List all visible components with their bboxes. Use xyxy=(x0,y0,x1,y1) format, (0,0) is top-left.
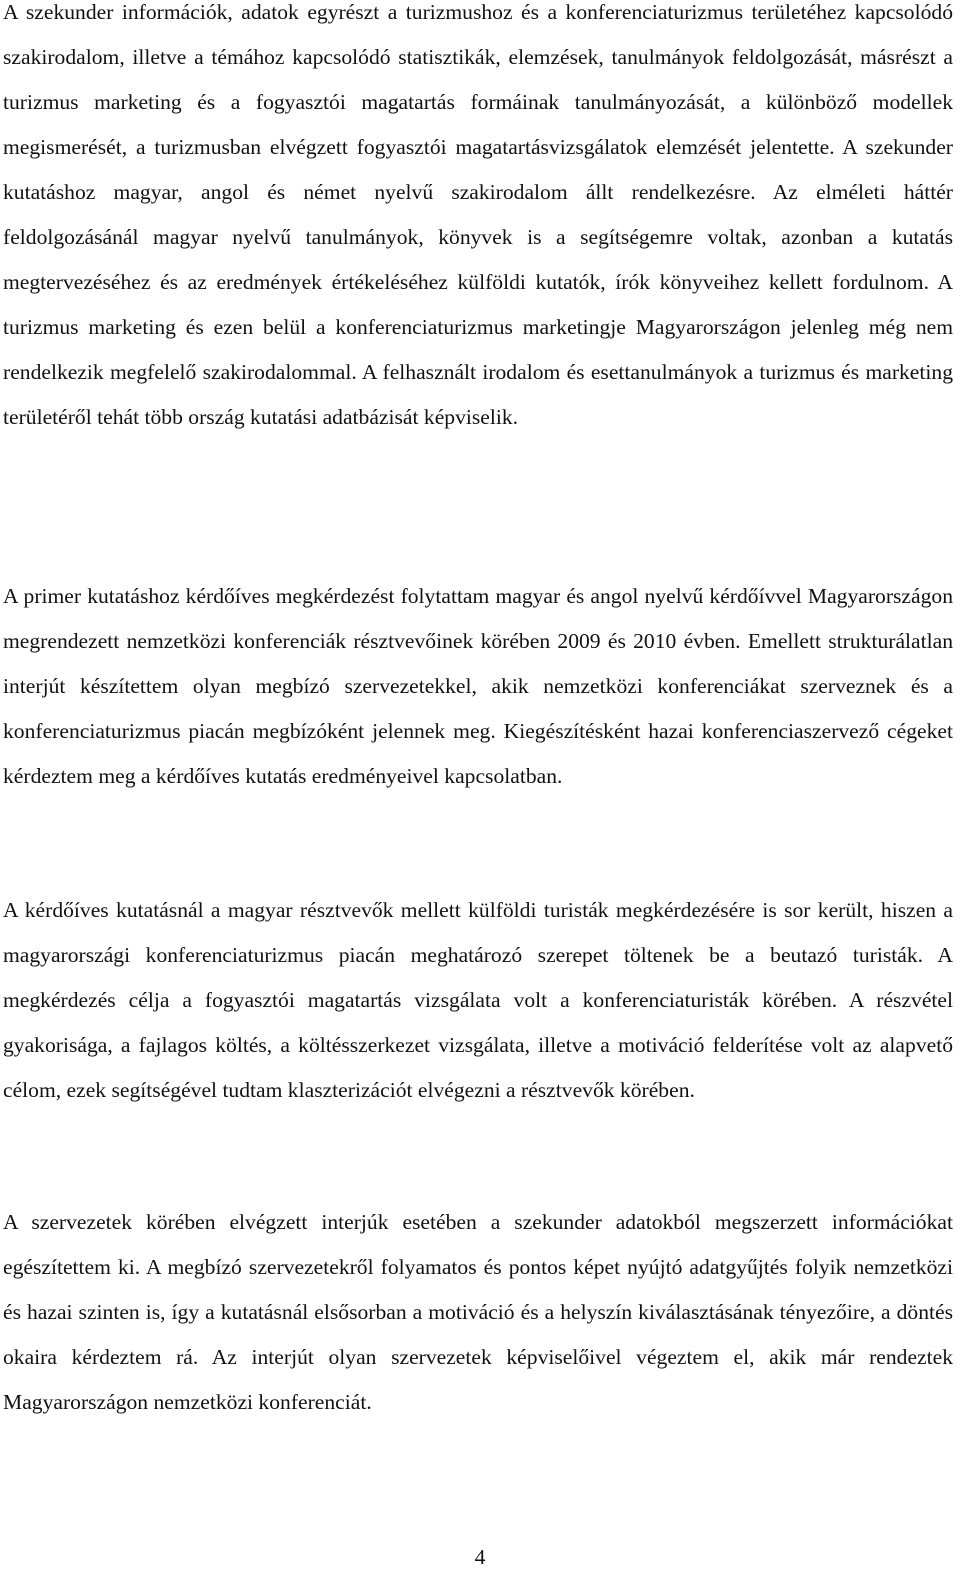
page-number: 4 xyxy=(474,1545,486,1569)
paragraph-interviews: A szervezetek körében elvégzett interjúk esetében a szekunder adatokból megszerzett információkat egészítettem ki. A megbízó szervezetekről folyamatos és pontos képet nyújtó adatgyűjtés folyik nemzetközi és hazai szinten is, így a kutatásnál elsősorban a motiváció és a helyszín kiválasztásának tényezőire, a döntés okaira kérdeztem rá. Az interjút olyan szervezetek képviselőivel végeztem el, akik már rendeztek Magyarországon nemzetközi konferenciát. xyxy=(3,1210,953,1414)
paragraph-secondary-research: A szekunder információk, adatok egyrészt a turizmushoz és a konferenciaturizmus területéhez kapcsolódó szakirodalom, illetve a témához kapcsolódó statisztikák, elemzések, tanulmányok feldolgozását, másrészt a turizmus marketing és a fogyasztói magatartás formáinak tanulmányozását, a különböző modellek megismerését, a turizmusban elvégzett fogyasztói magatartásvizsgálatok elemzését jelentette. A szekunder kutatáshoz magyar, angol és német nyelvű szakirodalom állt rendelkezésre. Az elméleti háttér feldolgozásánál magyar nyelvű tanulmányok, könyvek is a segítségemre voltak, azonban a kutatás megtervezéséhez és az eredmények értékeléséhez külföldi kutatók, írók könyveihez kellett fordulnom. A turizmus marketing és ezen belül a konferenciaturizmus marketingje Magyarországon jelenleg még nem rendelkezik megfelelő szakirodalommal. A felhasznált irodalom és esettanulmányok a turizmus és marketing területéről tehát több ország kutatási adatbázisát képviselik. xyxy=(3,0,953,429)
paragraph-primary-research: A primer kutatáshoz kérdőíves megkérdezést folytattam magyar és angol nyelvű kérdőívvel Magyarországon megrendezett nemzetközi konferenciák résztvevőinek körében 2009 és 2010 évben. Emellett strukturálatlan interjút készítettem olyan megbízó szervezetekkel, akik nemzetközi konferenciákat szerveznek és a konferenciaturizmus piacán megbízóként jelennek meg. Kiegészítésként hazai konferenciaszervező cégeket kérdeztem meg a kérdőíves kutatás eredményeivel kapcsolatban. xyxy=(3,584,953,788)
paragraph-questionnaire-research: A kérdőíves kutatásnál a magyar résztvevők mellett külföldi turisták megkérdezésére is sor került, hiszen a magyarországi konferenciaturizmus piacán meghatározó szerepet töltenek be a beutazó turisták. A megkérdezés célja a fogyasztói magatartás vizsgálata volt a konferenciaturisták körében. A részvétel gyakorisága, a fajlagos költés, a költésszerkezet vizsgálata, illetve a motiváció felderítése volt az alapvető célom, ezek segítségével tudtam klaszterizációt elvégezni a résztvevők körében. xyxy=(3,898,953,1102)
